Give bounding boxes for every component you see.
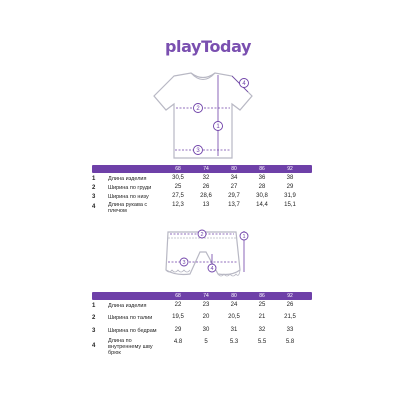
- row-value: 25: [258, 302, 266, 308]
- row-label: Длина рукава с плечом: [108, 202, 148, 214]
- tshirt-outline: [154, 73, 252, 158]
- svg-text:1: 1: [216, 124, 220, 131]
- row-label: Ширина по низу: [108, 194, 149, 200]
- svg-text:2: 2: [200, 232, 204, 238]
- table-row: [92, 338, 312, 360]
- row-value: 22: [174, 302, 182, 308]
- size-header: 92: [287, 293, 293, 299]
- shorts-figure: [160, 226, 250, 286]
- row-value: 13: [202, 202, 210, 208]
- table-row: [92, 184, 312, 193]
- shorts-drawing: [160, 226, 250, 286]
- svg-text:4: 4: [242, 81, 246, 88]
- size-header: 68: [175, 293, 181, 299]
- row-value: 33: [286, 327, 294, 333]
- row-value: 23: [202, 302, 210, 308]
- shorts-marker-2: [198, 230, 206, 238]
- row-value: 29: [174, 327, 182, 333]
- brand-logo: playToday: [165, 37, 252, 56]
- svg-text:3: 3: [182, 260, 186, 266]
- row-value: 27,5: [172, 193, 184, 199]
- row-value: 31: [230, 327, 238, 333]
- row-value: 14,4: [256, 202, 268, 208]
- row-value: 26: [286, 302, 294, 308]
- shorts-marker-3: [180, 258, 188, 266]
- shorts-marker-4: [208, 264, 216, 272]
- row-label: Ширина по бедрам: [108, 328, 157, 334]
- row-value: 28,6: [200, 193, 212, 199]
- tshirt-marker-3: [194, 146, 203, 155]
- row-value: 26: [202, 184, 210, 190]
- row-value: 15,1: [284, 202, 296, 208]
- row-value: 30,5: [172, 175, 184, 181]
- row-value: 21,5: [284, 314, 296, 320]
- row-label: Длина по внутреннему шву брюк: [108, 338, 153, 356]
- size-header: 74: [203, 293, 209, 299]
- row-value: 32: [258, 327, 266, 333]
- row-value: 21: [258, 314, 266, 320]
- row-value: 5: [204, 339, 208, 345]
- row-value: 5.8: [285, 339, 295, 345]
- svg-text:3: 3: [196, 148, 200, 155]
- row-number: 2: [92, 185, 96, 191]
- tshirt-marker-1: [214, 122, 223, 131]
- size-header: 86: [259, 293, 265, 299]
- row-value: 12,3: [172, 202, 184, 208]
- row-value: 27: [230, 184, 238, 190]
- tshirt-size-table: [92, 165, 312, 214]
- row-value: 36: [258, 175, 266, 181]
- row-number: 4: [92, 204, 96, 210]
- row-value: 20,5: [228, 314, 240, 320]
- tshirt-marker-4: [240, 79, 249, 88]
- row-number: 1: [92, 176, 96, 182]
- row-value: 24: [230, 302, 238, 308]
- tshirt-figure: [148, 70, 258, 165]
- row-number: 4: [92, 343, 96, 349]
- row-value: 5.3: [229, 339, 239, 345]
- row-value: 29,7: [228, 193, 240, 199]
- row-value: 19,5: [172, 314, 184, 320]
- row-value: 38: [286, 175, 294, 181]
- svg-text:1: 1: [242, 234, 246, 240]
- tshirt-marker-2: [194, 104, 203, 113]
- shorts-marker-1: [240, 232, 248, 240]
- table-row: [92, 202, 312, 216]
- size-header: 80: [231, 293, 237, 299]
- size-header: 80: [231, 166, 237, 172]
- row-value: 5.5: [257, 339, 267, 345]
- row-label: Ширина по груди: [108, 185, 152, 191]
- table-row: [92, 193, 312, 202]
- row-value: 13,7: [228, 202, 240, 208]
- row-number: 1: [92, 303, 96, 309]
- shorts-table-header: [92, 292, 312, 300]
- row-value: 28: [258, 184, 266, 190]
- row-value: 29: [286, 184, 294, 190]
- row-value: 25: [174, 184, 182, 190]
- row-value: 32: [202, 175, 210, 181]
- row-value: 30: [202, 327, 210, 333]
- row-value: 30,8: [256, 193, 268, 199]
- size-header: 92: [287, 166, 293, 172]
- row-value: 4.8: [173, 339, 183, 345]
- row-label: Длина изделия: [108, 176, 147, 182]
- size-header: 68: [175, 166, 181, 172]
- table-row: [92, 325, 312, 338]
- shorts-size-table: [92, 292, 312, 358]
- row-number: 2: [92, 315, 96, 321]
- svg-text:2: 2: [196, 106, 200, 113]
- table-row: [92, 312, 312, 325]
- row-value: 34: [230, 175, 238, 181]
- tshirt-table-header: [92, 165, 312, 173]
- row-label: Длина изделия: [108, 303, 147, 309]
- size-header: 86: [259, 166, 265, 172]
- table-row: [92, 175, 312, 184]
- row-number: 3: [92, 328, 96, 334]
- row-label: Ширина по талии: [108, 315, 153, 321]
- tshirt-drawing: [148, 70, 258, 165]
- row-number: 3: [92, 194, 96, 200]
- row-value: 20: [202, 314, 210, 320]
- row-value: 31,9: [284, 193, 296, 199]
- table-row: [92, 302, 312, 312]
- svg-text:4: 4: [210, 266, 214, 272]
- size-header: 74: [203, 166, 209, 172]
